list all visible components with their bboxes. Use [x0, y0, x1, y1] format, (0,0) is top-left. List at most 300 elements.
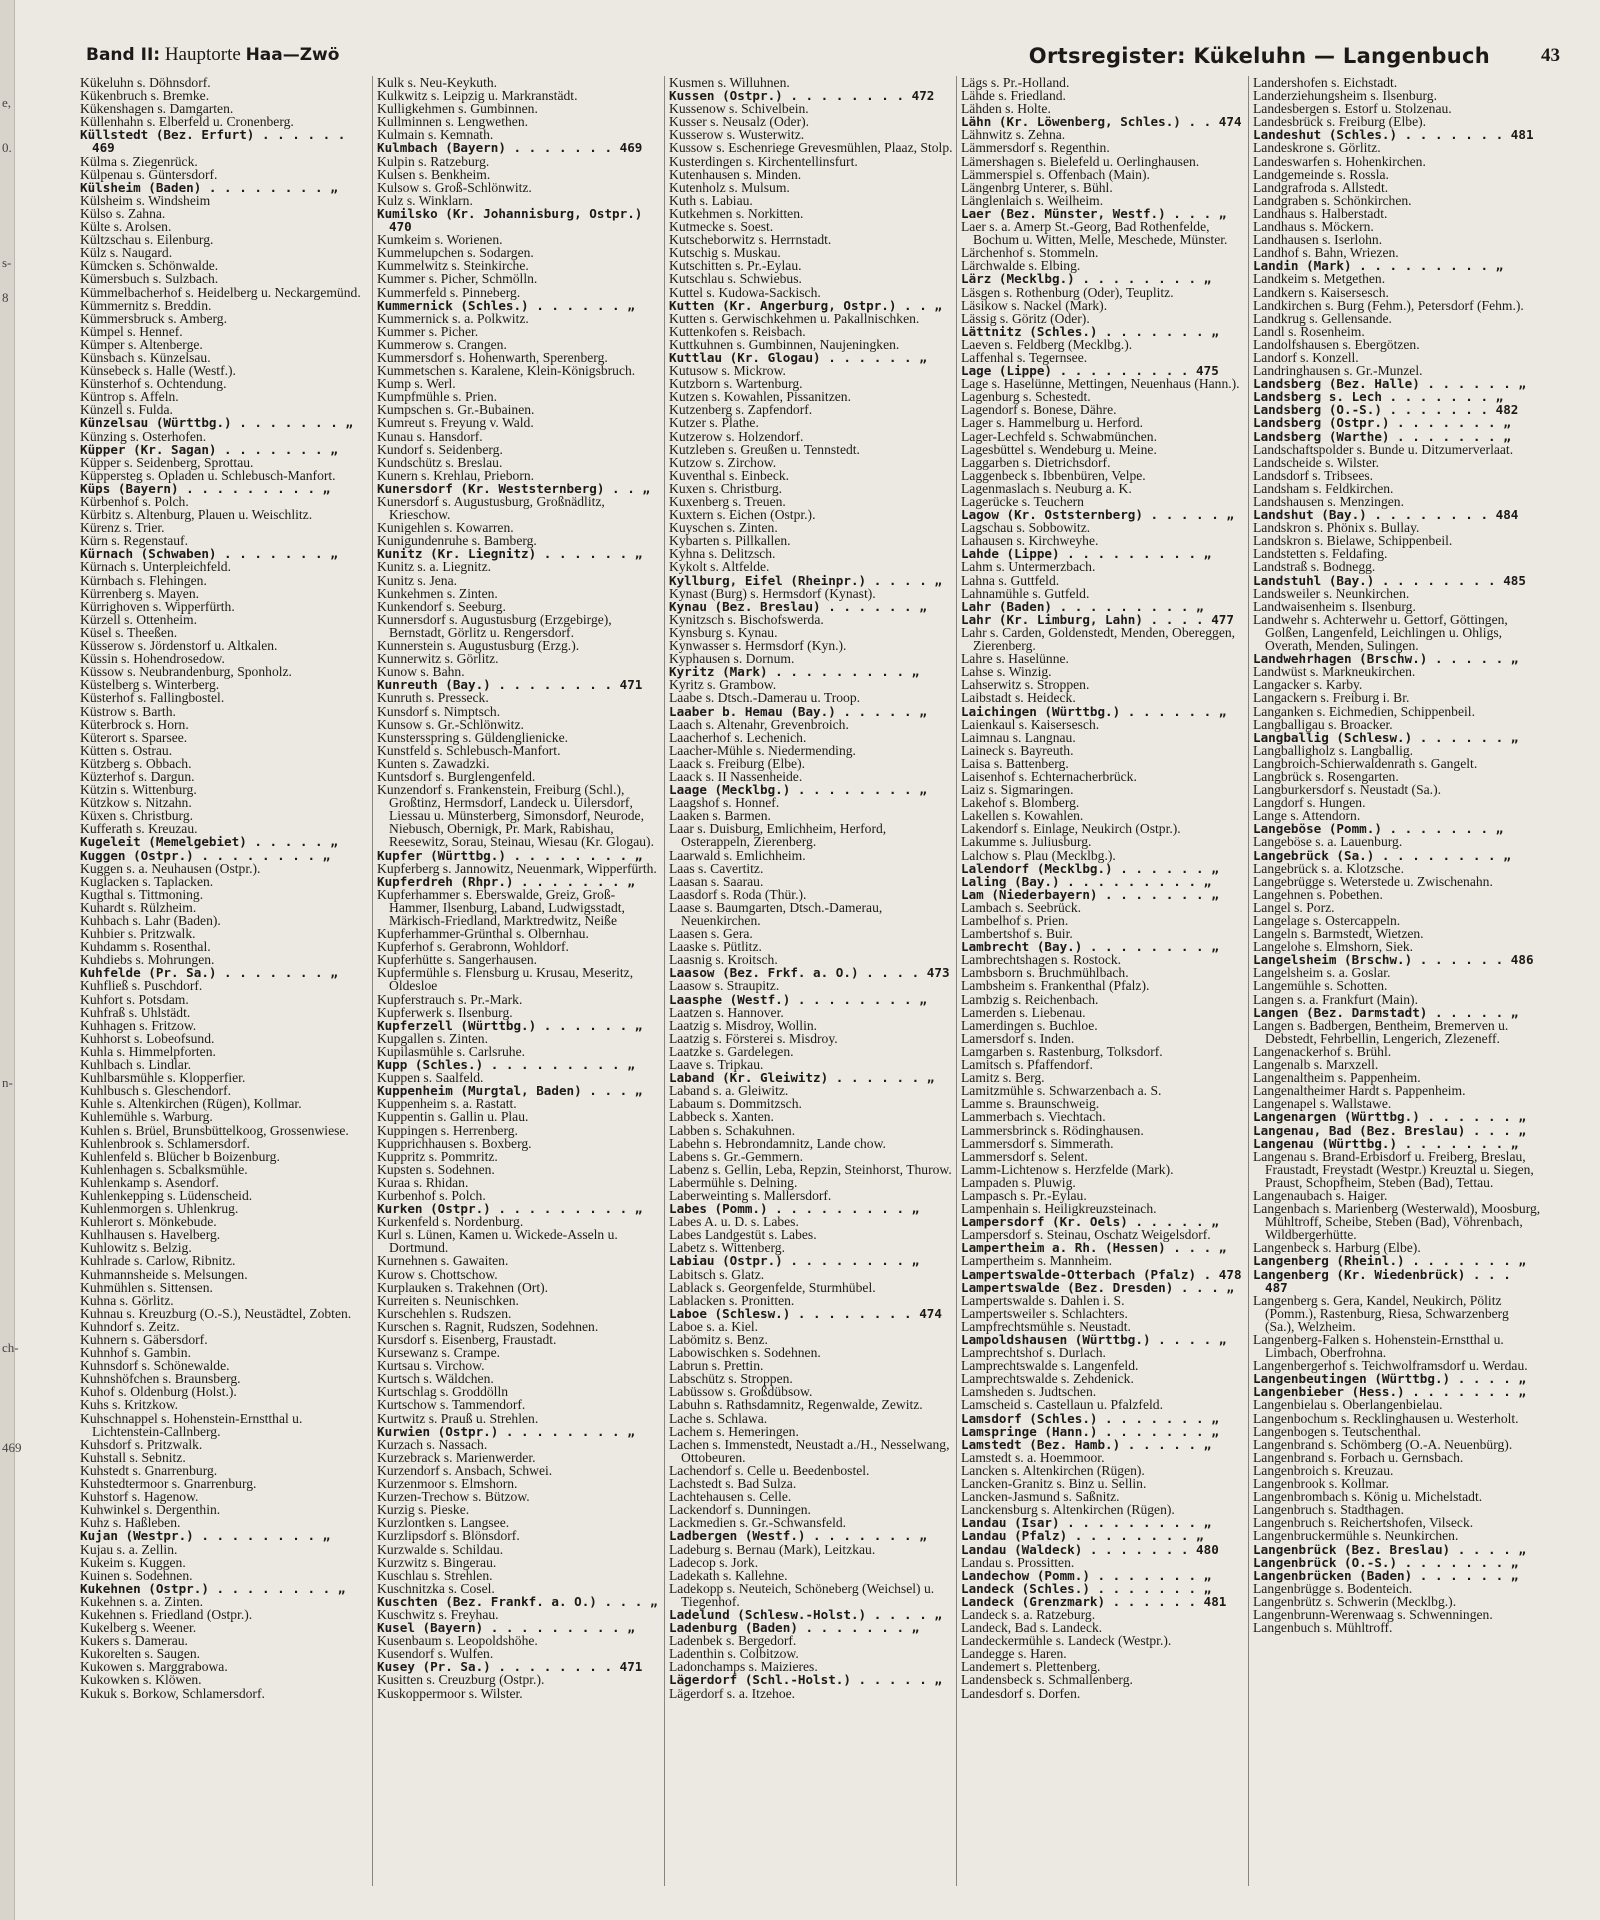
index-entry: Langeböse (Pomm.) . . . . . . . „: [1253, 821, 1504, 837]
index-entry: Kümper s. Altenberge.: [80, 336, 203, 352]
index-entry: Kusmen s. Willuhnen.: [669, 76, 790, 90]
index-entry: Landsberg (Bez. Halle) . . . . . . „: [1253, 376, 1526, 392]
index-entry: Kürnach (Schwaben) . . . . . . . „: [80, 546, 338, 562]
index-entry: Kunern s. Krehlau, Prieborn.: [377, 467, 535, 483]
index-entry: Landkrug s. Gellensande.: [1253, 310, 1392, 326]
index-entry: Laatzig s. Misdroy, Wollin.: [669, 1017, 818, 1033]
index-entry: Kurzwitz s. Bingerau.: [377, 1554, 497, 1570]
index-entry: Kuttlau (Kr. Glogau) . . . . . . „: [669, 349, 927, 365]
index-entry: Langbrück s. Rosengarten.: [1253, 768, 1399, 784]
index-entry: Külma s. Ziegenrück.: [80, 153, 198, 169]
header-range: Haa—Zwö: [245, 45, 340, 65]
index-entry: Kussenow s. Schivelbein.: [669, 101, 809, 117]
index-entry: Kurkenfeld s. Nordenburg.: [377, 1214, 524, 1230]
index-entry: Landensbeck s. Schmallenberg.: [961, 1672, 1133, 1688]
index-entry: Kurschen s. Ragnit, Rudszen, Sodehnen.: [377, 1318, 599, 1334]
index-entry: Lakendorf s. Einlage, Neukirch (Ostpr.).: [961, 821, 1181, 837]
index-entry: Kültzschau s. Eilenburg.: [80, 232, 214, 248]
index-entry: Langenbrück (O.-S.) . . . . . . . „: [1253, 1554, 1519, 1570]
index-entry: Ladonchamps s. Maizieres.: [669, 1659, 818, 1675]
index-entry: Lampertswalde s. Dahlen i. S.: [961, 1292, 1125, 1308]
index-entry: Kuhwinkel s. Dergenthin.: [80, 1502, 221, 1518]
index-entry: Langemühle s. Schotten.: [1253, 978, 1388, 994]
index-entry: Kulpin s. Ratzeburg.: [377, 153, 490, 169]
index-entry: Lakumme s. Juliusburg.: [961, 834, 1092, 850]
index-entry: Langenargen (Württbg.) . . . . . . „: [1253, 1109, 1526, 1125]
index-entry: Laggenbeck s. Ibbenbüren, Velpe.: [961, 467, 1146, 483]
index-entry: Kunkendorf s. Seeburg.: [377, 598, 506, 614]
index-entry: Kützin s. Wittenburg.: [80, 782, 197, 798]
index-entry: Kuinen s. Sodehnen.: [80, 1567, 193, 1583]
index-entry: Künsbach s. Künzelsau.: [80, 349, 211, 365]
index-entry: Kupfermühle s. Flensburg u. Krusau, Meseritz, Oldesloe: [377, 965, 634, 994]
index-entry: Lammersdorf s. Selent.: [961, 1148, 1088, 1164]
index-entry: Külsheim s. Windsheim: [80, 192, 211, 208]
index-entry: Laatzen s. Hannover.: [669, 1004, 784, 1020]
index-entry: Kyritz s. Grambow.: [669, 677, 777, 693]
index-entry: Lamme s. Braunschweig.: [961, 1096, 1100, 1112]
index-entry: Lahserwitz s. Stroppen.: [961, 677, 1090, 693]
index-entry: Langenbrand s. Forbach u. Gernsbach.: [1253, 1449, 1464, 1465]
index-entry: Labermühle s. Delning.: [669, 1174, 798, 1190]
index-entry: Kutzerow s. Holzendorf.: [669, 428, 804, 444]
index-column-1: [80, 76, 368, 1886]
index-entry: Kutzborn s. Wartenburg.: [669, 376, 803, 392]
index-entry: Kükenshagen s. Damgarten.: [80, 101, 234, 117]
index-entry: Laienkaul s. Kaisersesch.: [961, 716, 1100, 732]
index-entry: Landgrafroda s. Allstedt.: [1253, 179, 1389, 195]
index-entry: Labes A. u. D. s. Labes.: [669, 1214, 799, 1230]
index-entry: Kutzer s. Plathe.: [669, 415, 759, 431]
index-entry: Langenau, Bad (Bez. Breslau) . . . „: [1253, 1122, 1526, 1138]
index-entry: Laberweinting s. Mallersdorf.: [669, 1187, 832, 1203]
index-entry: Kuxenberg s. Treuen.: [669, 494, 786, 509]
index-entry: Kunten s. Zawadzki.: [377, 755, 490, 771]
index-entry: Kuhz s. Haßleben.: [80, 1515, 181, 1531]
index-entry: Kunnersdorf s. Augustusburg (Erzgebirge), Bernstadt, Görlitz u. Rengersdorf.: [377, 611, 612, 640]
index-entry: Langebrügge s. Weterstede u. Zwischenahn.: [1253, 873, 1493, 889]
index-entry: Kuhlowitz s. Belzig.: [80, 1240, 192, 1256]
index-entry: Künzing s. Osterhofen.: [80, 428, 207, 444]
index-entry: Kugthal s. Tittmoning.: [80, 886, 204, 902]
index-entry: Külz s. Naugard.: [80, 245, 173, 261]
index-entry: Kuventhal s. Einbeck.: [669, 467, 790, 483]
index-entry: Kuhlenbrook s. Schlamersdorf.: [80, 1135, 250, 1151]
index-entry: Lablacken s. Pronitten.: [669, 1292, 795, 1308]
index-entry: Kupsten s. Sodehnen.: [377, 1161, 495, 1177]
index-entry: Langen s. a. Frankfurt (Main).: [1253, 991, 1418, 1007]
index-entry: Kuhna s. Görlitz.: [80, 1292, 174, 1308]
index-entry: Kurzlipsdorf s. Blönsdorf.: [377, 1528, 520, 1544]
index-entry: Landstetten s. Feldafing.: [1253, 546, 1388, 562]
index-entry: Kutusow s. Mickrow.: [669, 363, 786, 379]
index-entry: Kunnerstein s. Augustusburg (Erzg.).: [377, 638, 580, 654]
index-entry: Kupferhammer s. Eberswalde, Greiz, Groß-Hammer, Ilsenburg, Laband, Ludwigsstadt, Märkisch-Friedland, Marktredwitz, Neiße: [377, 886, 625, 928]
index-entry: Landstuhl (Bay.) . . . . . . . . 485: [1253, 572, 1526, 588]
index-entry: Ladecop s. Jork.: [669, 1554, 759, 1570]
index-entry: Laas s. Cavertitz.: [669, 860, 764, 876]
index-entry: Lagenmaslach s. Neuburg a. K.: [961, 480, 1132, 496]
index-entry: Kursewanz s. Crampe.: [377, 1345, 501, 1361]
index-entry: Kuxtern s. Eichen (Ostpr.).: [669, 507, 816, 523]
index-entry: Laffenhal s. Tegernsee.: [961, 349, 1088, 365]
index-entry: Laatzke s. Gardelegen.: [669, 1043, 794, 1059]
index-entry: Lähden s. Holte.: [961, 101, 1051, 117]
index-entry: Labiau (Ostpr.) . . . . . . . . „: [669, 1253, 920, 1269]
index-entry: Langenackerhof s. Brühl.: [1253, 1043, 1392, 1059]
index-entry: Küstelberg s. Winterberg.: [80, 677, 220, 693]
index-entry: Laband (Kr. Gleiwitz) . . . . . . „: [669, 1070, 935, 1086]
index-entry: Langenau s. Brand-Erbisdorf u. Freiberg, Breslau, Fraustadt, Freystadt (Westpr.) Kreuztal u. Siegen, Praust, Schopfheim, Steben (Bad), Tettau.: [1253, 1148, 1534, 1190]
index-entry: Kummernick s. a. Polkwitz.: [377, 310, 529, 326]
index-entry: Kutten s. Gerwischkehmen u. Pakallnischken.: [669, 310, 920, 326]
index-entry: Langenberg (Kr. Wiedenbrück) . . . 487: [1253, 1266, 1511, 1295]
index-entry: Laasan s. Saarau.: [669, 873, 764, 889]
index-entry: Kurken (Ostpr.) . . . . . . . . . „: [377, 1201, 643, 1217]
index-entry: Landeskrone s. Görlitz.: [1253, 140, 1381, 156]
index-entry: Kuhlrade s. Carlow, Ribnitz.: [80, 1253, 236, 1269]
index-entry: Labens s. Gr.-Gemmern.: [669, 1148, 804, 1164]
index-entry: Kulsen s. Benkheim.: [377, 166, 491, 182]
index-entry: Langen s. Badbergen, Bentheim, Bremerven u. Debstedt, Fehrbellin, Lengerich, Zlezeneff.: [1253, 1017, 1509, 1046]
margin-note: 8: [2, 290, 9, 305]
index-entry: Lättnitz (Schles.) . . . . . . . „: [961, 323, 1219, 339]
index-entry: Lampfrechtsmühle s. Neustadt.: [961, 1318, 1131, 1334]
index-entry: Lager-Lechfeld s. Schwabmünchen.: [961, 428, 1158, 444]
index-entry: Landeswarfen s. Hohenkirchen.: [1253, 153, 1426, 169]
index-entry: Kuhlemühle s. Warburg.: [80, 1109, 213, 1125]
index-entry: Landkirchen s. Burg (Fehm.), Petersdorf (Fehm.).: [1253, 297, 1524, 313]
index-entry: Landsberg s. Lech . . . . . . . „: [1253, 389, 1504, 405]
header-title: Ortsregister: Kükeluhn — Langenbuch: [1028, 44, 1490, 68]
index-entry: Kummetschen s. Karalene, Klein-Königsbruch.: [377, 363, 636, 379]
index-entry: Lache s. Schlawa.: [669, 1410, 768, 1426]
index-entry: Kürn s. Regenstauf.: [80, 533, 188, 549]
index-entry: Ladenthin s. Colbitzow.: [669, 1646, 799, 1662]
index-entry: Lärz (Mecklbg.) . . . . . . . . „: [961, 271, 1212, 287]
index-entry: Labschütz s. Stroppen.: [669, 1371, 793, 1387]
index-entry: Kurtschow s. Tammendorf.: [377, 1397, 526, 1413]
margin-note: s-: [2, 255, 12, 270]
index-entry: Lamitzmühle s. Schwarzenbach a. S.: [961, 1083, 1162, 1099]
index-entry: Lampersdorf (Kr. Oels) . . . . . „: [961, 1214, 1219, 1230]
index-entry: Landshut (Bay.) . . . . . . . . 484: [1253, 507, 1519, 523]
index-entry: Kynau (Bez. Breslau) . . . . . . „: [669, 598, 927, 614]
index-entry: Kummernick (Schles.) . . . . . . „: [377, 297, 635, 313]
index-entry: Kulligkehmen s. Gumbinnen.: [377, 101, 538, 117]
index-entry: Lam (Niederbayern) . . . . . . . „: [961, 886, 1219, 902]
index-entry: Langenbach s. Marienberg (Westerwald), Moosburg, Mühltroff, Scheibe, Steben (Bad), Vöhrenbach, Wildbergerhütte.: [1253, 1201, 1541, 1243]
index-entry: Langdorf s. Hungen.: [1253, 795, 1366, 811]
index-entry: Lahr (Baden) . . . . . . . . . „: [961, 598, 1204, 614]
index-entry: Langenbeck s. Harburg (Elbe).: [1253, 1240, 1421, 1256]
index-entry: Kuglacken s. Taplacken.: [80, 873, 214, 889]
index-entry: Kulkwitz s. Leipzig u. Markranstädt.: [377, 88, 578, 104]
index-entry: Küsel s. Theeßen.: [80, 624, 178, 640]
index-entry: Kuschnitzka s. Cosel.: [377, 1580, 495, 1596]
index-entry: Kuhstedt s. Gnarrenburg.: [80, 1462, 218, 1478]
index-entry: Kutschlau s. Schwiebus.: [669, 271, 802, 287]
index-entry: Küssow s. Neubrandenburg, Sponholz.: [80, 664, 292, 680]
index-entry: Kuhhorst s. Lobeofsund.: [80, 1030, 215, 1046]
index-entry: Kuhstorf s. Hagenow.: [80, 1489, 199, 1505]
index-entry: Lämershagen s. Bielefeld u. Oerlinghausen.: [961, 153, 1200, 169]
index-entry: Landeshut (Schles.) . . . . . . . 481: [1253, 127, 1534, 143]
index-entry: Landeck, Bad s. Landeck.: [961, 1620, 1103, 1636]
adjacent-page-edge: [0, 0, 15, 1920]
index-entry: Längenbrg Unterer, s. Bühl.: [961, 179, 1113, 195]
index-entry: Landau (Isar) . . . . . . . . . „: [961, 1515, 1212, 1531]
index-entry: Kuhdiebs s. Mohrungen.: [80, 952, 215, 968]
index-entry: Küsserow s. Jördenstorf u. Altkalen.: [80, 638, 278, 654]
index-entry: Langenau (Württbg.) . . . . . . . „: [1253, 1135, 1519, 1151]
index-entry: Lancken s. Altenkirchen (Rügen).: [961, 1462, 1145, 1478]
index-entry: Kunnerwitz s. Görlitz.: [377, 651, 499, 667]
index-entry: Kunruth s. Presseck.: [377, 690, 489, 706]
index-entry: Kunsow s. Gr.-Schlönwitz.: [377, 716, 524, 732]
index-entry: Lambzig s. Reichenbach.: [961, 991, 1099, 1007]
index-entry: Kyphausen s. Dornum.: [669, 651, 795, 667]
index-entry: Kusendorf s. Wulfen.: [377, 1646, 494, 1662]
index-entry: Kuyschen s. Zinten.: [669, 520, 778, 536]
index-entry: Langballig (Schlesw.) . . . . . . „: [1253, 729, 1519, 745]
index-entry: Kuhlbusch s. Gleschendorf.: [80, 1083, 232, 1099]
index-entry: Kuhfelde (Pr. Sa.) . . . . . . . „: [80, 965, 338, 981]
index-entry: Kütten s. Ostrau.: [80, 742, 173, 758]
index-entry: Lablack s. Georgenfelde, Sturmhübel.: [669, 1279, 876, 1295]
index-entry: Langenbuch s. Mühltroff.: [1253, 1620, 1393, 1636]
index-entry: Langenbroich s. Kreuzau.: [1253, 1462, 1394, 1478]
index-entry: Kusitten s. Creuzburg (Ostpr.).: [377, 1672, 545, 1688]
index-entry: Lampersdorf s. Steinau, Oschatz Weigelsdorf.: [961, 1227, 1211, 1243]
index-entry: Lärchenhof s. Stommeln.: [961, 245, 1099, 261]
index-entry: Lahnamühle s. Gutfeld.: [961, 585, 1090, 601]
index-entry: Kukehnen (Ostpr.) . . . . . . . . „: [80, 1580, 346, 1596]
index-entry: Lämmersdorf s. Regenthin.: [961, 140, 1110, 156]
index-columns: [80, 76, 1580, 1886]
index-entry: Landegge s. Haren.: [961, 1646, 1067, 1662]
index-entry: Laarwald s. Emlichheim.: [669, 847, 806, 863]
index-entry: Langelsheim (Brschw.) . . . . . . 486: [1253, 952, 1534, 968]
index-entry: Lachendorf s. Celle u. Beedenbostel.: [669, 1462, 870, 1478]
index-entry: Kundorf s. Seidenberg.: [377, 441, 503, 457]
index-entry: Ladenbek s. Bergedorf.: [669, 1633, 797, 1649]
index-entry: Landerziehungsheim s. Ilsenburg.: [1253, 88, 1437, 104]
index-entry: Laer (Bez. Münster, Westf.) . . . „: [961, 205, 1227, 221]
index-entry: Lägerdorf (Schl.-Holst.) . . . . . „: [669, 1672, 942, 1688]
index-entry: Kuppingen s. Herrenberg.: [377, 1122, 518, 1138]
index-entry: Landsberg (Ostpr.) . . . . . . . „: [1253, 415, 1511, 431]
index-entry: Landeck (Schles.) . . . . . . . „: [961, 1580, 1212, 1596]
index-entry: Kutzleben s. Greußen u. Tennstedt.: [669, 441, 860, 457]
index-entry: Lancken-Jasmund s. Saßnitz.: [961, 1489, 1120, 1505]
index-entry: Labitsch s. Glatz.: [669, 1266, 765, 1282]
index-entry: Kuhlbarsmühle s. Klopperfier.: [80, 1070, 246, 1086]
index-entry: Kuhlen s. Brüel, Brunsbüttelkoog, Grossenwiese.: [80, 1122, 349, 1138]
index-entry: Kummer s. Picher, Schmölln.: [377, 271, 538, 287]
index-entry: Kyritz (Mark) . . . . . . . . . „: [669, 664, 920, 680]
index-entry: Lärchwalde s. Elbing.: [961, 258, 1081, 274]
index-entry: Landshausen s. Menzingen.: [1253, 494, 1405, 509]
index-entry: Lambrecht (Bay.) . . . . . . . . „: [961, 939, 1219, 955]
index-entry: Lanckensburg s. Altenkirchen (Rügen).: [961, 1502, 1175, 1518]
index-entry: Kunitz s. Jena.: [377, 572, 458, 588]
index-entry: Lagenburg s. Schestedt.: [961, 389, 1091, 405]
index-entry: Lämmerspiel s. Offenbach (Main).: [961, 166, 1150, 182]
index-entry: Lamitsch s. Pfaffendorf.: [961, 1057, 1093, 1073]
index-entry: Kunow s. Bahn.: [377, 664, 465, 680]
index-entry: Kurzendorf s. Ansbach, Schwei.: [377, 1462, 553, 1478]
index-entry: Laasnig s. Kroitsch.: [669, 952, 778, 968]
index-entry: Kynitzsch s. Bischofswerda.: [669, 611, 824, 627]
index-entry: Lange s. Attendorn.: [1253, 808, 1361, 824]
index-entry: Kukowen s. Marggrabowa.: [80, 1659, 228, 1675]
margin-note: 0.: [2, 140, 12, 155]
index-entry: Kupferberg s. Jannowitz, Neuenmark, Wipperfürth.: [377, 860, 657, 876]
index-entry: Kupfer (Württbg.) . . . . . . . . „: [377, 847, 643, 863]
index-entry: Kump s. Werl.: [377, 376, 456, 392]
index-entry: Kuhnern s. Gäbersdorf.: [80, 1332, 208, 1347]
index-entry: Kurschehlen s. Rudszen.: [377, 1305, 512, 1321]
index-entry: Laage (Mecklbg.) . . . . . . . . „: [669, 782, 927, 798]
index-entry: Kutmecke s. Soest.: [669, 219, 774, 235]
index-entry: Kurplauken s. Trakehnen (Ort).: [377, 1279, 549, 1295]
index-entry: Langbroich-Schierwaldenrath s. Gangelt.: [1253, 755, 1478, 771]
index-entry: Lamerden s. Liebenau.: [961, 1004, 1086, 1020]
index-entry: Landwaisenheim s. Ilsenburg.: [1253, 598, 1416, 614]
index-entry: Kurbenhof s. Polch.: [377, 1187, 486, 1203]
index-entry: Langanken s. Eichmedien, Schippenbeil.: [1253, 703, 1475, 719]
index-entry: Kümcken s. Schönwalde.: [80, 258, 219, 274]
index-entry: Kuppentin s. Gallin u. Plau.: [377, 1109, 529, 1125]
index-entry: Küterbrock s. Horn.: [80, 716, 189, 732]
index-entry: Kurow s. Chottschow.: [377, 1266, 498, 1282]
index-entry: Lässig s. Göritz (Oder).: [961, 310, 1090, 326]
index-entry: Kusel (Bayern) . . . . . . . . . „: [377, 1620, 635, 1636]
index-entry: Landeck (Grenzmark) . . . . . . 481: [961, 1593, 1227, 1609]
index-entry: Kummelupchen s. Sodargen.: [377, 245, 534, 261]
index-entry: Laave s. Tripkau.: [669, 1057, 764, 1073]
index-entry: Kuhnsdorf s. Schönewalde.: [80, 1358, 230, 1374]
index-entry: Lamsdorf (Schles.) . . . . . . . „: [961, 1410, 1219, 1426]
index-entry: Laband s. a. Gleiwitz.: [669, 1083, 789, 1099]
index-entry: Kumpschen s. Gr.-Bubainen.: [377, 402, 535, 418]
index-entry: Kuhmühlen s. Sittensen.: [80, 1279, 213, 1295]
index-entry: Langebrück (Sa.) . . . . . . . . „: [1253, 847, 1511, 863]
index-entry: Kukeim s. Kuggen.: [80, 1554, 186, 1570]
index-entry: Landau (Pfalz) . . . . . . . . „: [961, 1528, 1204, 1544]
index-entry: Kürrighoven s. Wipperfürth.: [80, 598, 235, 614]
index-entry: Lampaden s. Pluwig.: [961, 1174, 1076, 1190]
index-entry: Kusserow s. Wusterwitz.: [669, 127, 805, 143]
index-entry: Kupprichhausen s. Boxberg.: [377, 1135, 532, 1151]
index-entry: Ladenburg (Baden) . . . . . . . „: [669, 1620, 920, 1636]
index-entry: Lahde (Lippe) . . . . . . . . . „: [961, 546, 1212, 562]
index-entry: Kunersdorf s. Augustusburg, Großnädlitz, Krieschow.: [377, 494, 605, 523]
index-entry: Langenbielau s. Oberlangenbielau.: [1253, 1397, 1443, 1413]
index-entry: Lahre s. Haselünne.: [961, 651, 1069, 667]
index-entry: Lackmedien s. Gr.-Schwansfeld.: [669, 1515, 847, 1531]
index-entry: Laibstadt s. Heideck.: [961, 690, 1076, 706]
index-entry: Labenz s. Gellin, Leba, Repzin, Steinhorst, Thurow.: [669, 1161, 952, 1177]
index-entry: Külso s. Zahna.: [80, 205, 166, 221]
index-column-5: [1248, 76, 1541, 1886]
index-entry: Landsweiler s. Neunkirchen.: [1253, 585, 1410, 601]
index-entry: Kussen (Ostpr.) . . . . . . . . 472: [669, 88, 935, 104]
index-entry: Kuhhagen s. Fritzow.: [80, 1017, 197, 1033]
index-entry: Lahausen s. Kirchweyhe.: [961, 533, 1099, 549]
index-entry: Kuttenkofen s. Reisbach.: [669, 323, 806, 339]
margin-note: 469: [2, 1440, 22, 1455]
index-entry: Künzelsau (Württbg.) . . . . . . . „: [80, 415, 353, 431]
index-entry: Kuhla s. Himmelpforten.: [80, 1043, 216, 1059]
index-entry: Laimnau s. Langnau.: [961, 729, 1076, 745]
index-entry: Landhaus s. Möckern.: [1253, 219, 1374, 235]
index-entry: Laatzig s. Försterei s. Misdroy.: [669, 1030, 838, 1046]
index-entry: Lambach s. Seebrück.: [961, 899, 1082, 915]
index-entry: Kuttel s. Kudowa-Sackisch.: [669, 284, 821, 300]
index-entry: Kyllburg, Eifel (Rheinpr.) . . . . „: [669, 572, 942, 588]
index-entry: Kybarten s. Pillkallen.: [669, 533, 791, 549]
index-entry: Laacher-Mühle s. Niedermending.: [669, 742, 856, 758]
index-entry: Kupilasmühle s. Carlsruhe.: [377, 1043, 525, 1059]
index-entry: Kuhsdorf s. Pritzwalk.: [80, 1436, 203, 1452]
index-entry: Lamgarben s. Rastenburg, Tolksdorf.: [961, 1043, 1163, 1059]
index-entry: Kuschten (Bez. Frankf. a. O.) . . . „: [377, 1593, 658, 1609]
index-entry: Lamspringe (Hann.) . . . . . . . „: [961, 1423, 1219, 1439]
index-entry: Laasdorf s. Roda (Thür.).: [669, 886, 807, 902]
index-entry: Laggarben s. Dietrichsdorf.: [961, 454, 1111, 470]
index-entry: Kupferhütte s. Sangerhausen.: [377, 952, 538, 968]
index-entry: Lägerdorf s. a. Itzehoe.: [669, 1685, 796, 1701]
index-entry: Küppersteg s. Opladen u. Schlebusch-Manfort.: [80, 467, 336, 483]
index-entry: Lamprechtswalde s. Zehdenick.: [961, 1371, 1134, 1387]
index-entry: Kützberg s. Obbach.: [80, 755, 192, 771]
index-entry: Langeln s. Barmstedt, Wietzen.: [1253, 926, 1424, 942]
index-entry: Landskron s. Bielawe, Schippenbeil.: [1253, 533, 1453, 549]
index-entry: Kussow s. Eschenriege Grevesmühlen, Plaaz, Stolp.: [669, 140, 953, 156]
index-entry: Laasow (Bez. Frkf. a. O.) . . . . 473: [669, 965, 950, 981]
index-entry: Lampertswalde-Otterbach (Pfalz) . 478: [961, 1266, 1242, 1282]
index-entry: Kürbenhof s. Polch.: [80, 494, 189, 509]
index-entry: Landechow (Pomm.) . . . . . . . „: [961, 1567, 1212, 1583]
header-section: Hauptorte: [164, 44, 241, 65]
index-entry: Küxen s. Christburg.: [80, 808, 194, 824]
page-header: [86, 44, 1560, 74]
index-entry: Kuhs s. Kritzkow.: [80, 1397, 179, 1413]
index-entry: Laar s. Duisburg, Emlichheim, Herford, Osterappeln, Zierenberg.: [669, 821, 887, 850]
index-entry: Kürzell s. Ottenheim.: [80, 611, 198, 627]
index-entry: Küterort s. Sparsee.: [80, 729, 188, 745]
index-entry: Kulmain s. Kemnath.: [377, 127, 494, 143]
index-entry: Lamprechtshof s. Durlach.: [961, 1345, 1106, 1361]
index-entry: Kuhfließ s. Puschdorf.: [80, 978, 203, 994]
index-entry: Langenbruch s. Reichertshofen, Vilseck.: [1253, 1515, 1474, 1531]
index-entry: Labrun s. Prettin.: [669, 1358, 764, 1374]
index-entry: Kuhfraß s. Uhlstädt.: [80, 1004, 191, 1020]
index-entry: Lackendorf s. Dunningen.: [669, 1502, 811, 1518]
index-entry: Kuhlenhagen s. Scbalksmühle.: [80, 1161, 248, 1177]
index-entry: Ladbergen (Westf.) . . . . . . . „: [669, 1528, 927, 1544]
index-entry: Kutzen s. Kowahlen, Pissanitzen.: [669, 389, 851, 405]
index-entry: Küsterhof s. Fallingbostel.: [80, 690, 225, 706]
index-entry: Ladelund (Schlesw.-Holst.) . . . . „: [669, 1606, 942, 1622]
index-entry: Kuppenheim s. a. Rastatt.: [377, 1096, 517, 1112]
index-entry: Laisa s. Battenberg.: [961, 755, 1069, 771]
index-entry: Lamitz s. Berg.: [961, 1070, 1045, 1086]
index-entry: Lammersbrinck s. Rödinghausen.: [961, 1122, 1144, 1138]
index-entry: Kuppritz s. Pommritz.: [377, 1148, 498, 1164]
